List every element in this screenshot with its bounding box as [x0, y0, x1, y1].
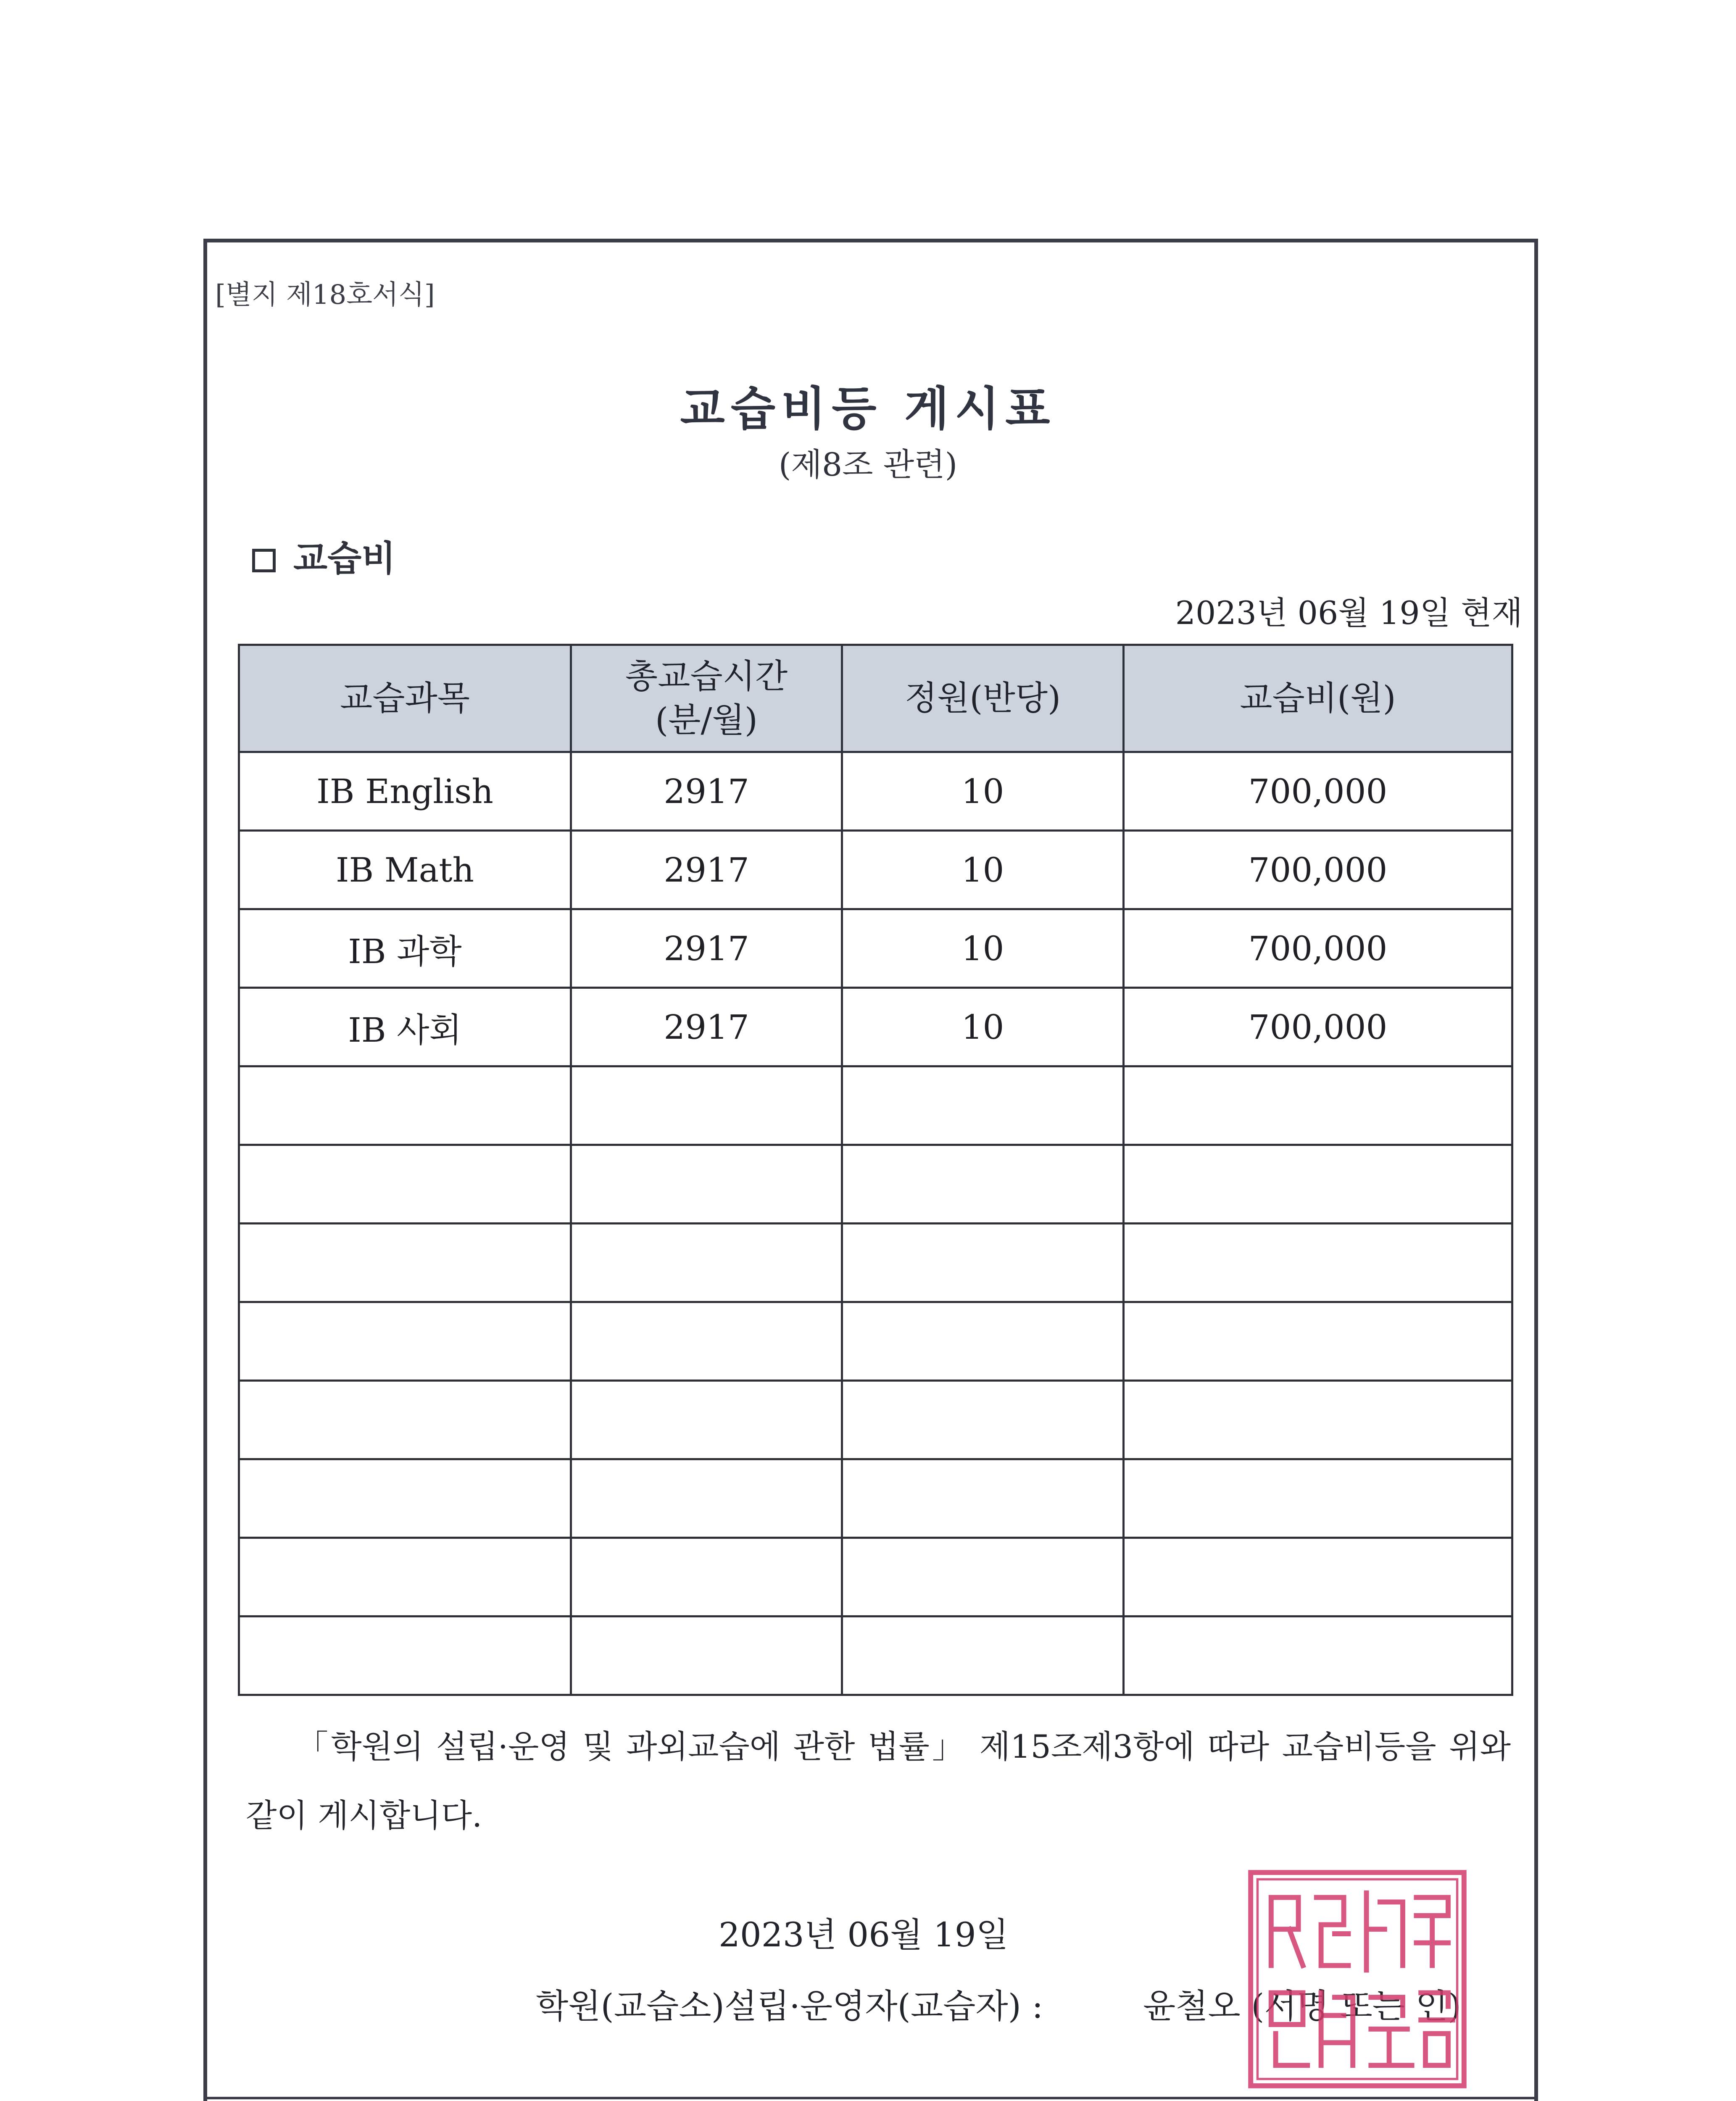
header-fee: 교습비(원)	[1124, 645, 1512, 752]
cell-subject: IB English	[239, 752, 571, 831]
cell-capacity: 10	[842, 831, 1124, 909]
cell-subject	[239, 1145, 571, 1224]
cell-total-hours: 2917	[571, 831, 842, 909]
header-total-hours: 총교습시간 (분/월)	[571, 645, 842, 752]
table-row	[239, 1224, 1512, 1302]
cell-subject	[239, 1224, 571, 1302]
signature-date: 2023년 06월 19일	[719, 1915, 1009, 1954]
header-subject: 교습과목	[239, 645, 571, 752]
cell-capacity	[842, 1066, 1124, 1145]
header-capacity: 정원(반당)	[842, 645, 1124, 752]
cell-subject	[239, 1617, 571, 1695]
cell-capacity	[842, 1381, 1124, 1459]
cell-subject	[239, 1459, 571, 1538]
cell-capacity: 10	[842, 752, 1124, 831]
table-header-row	[239, 645, 1512, 752]
cell-subject: IB 사회	[239, 988, 571, 1066]
cell-total-hours: 2917	[571, 909, 842, 988]
cell-capacity: 10	[842, 988, 1124, 1066]
notes-divider	[203, 2097, 1538, 2099]
cell-fee	[1124, 1381, 1512, 1459]
fee-table	[238, 644, 1513, 1696]
cell-fee: 700,000	[1124, 988, 1512, 1066]
cell-total-hours	[571, 1381, 842, 1459]
table-row	[239, 1066, 1512, 1145]
cell-capacity	[842, 1145, 1124, 1224]
table-row	[239, 1538, 1512, 1617]
checkbox-icon	[252, 549, 276, 572]
table-row	[239, 1459, 1512, 1538]
cell-total-hours	[571, 1145, 842, 1224]
cell-fee	[1124, 1224, 1512, 1302]
cell-fee: 700,000	[1124, 752, 1512, 831]
cell-capacity	[842, 1538, 1124, 1617]
seal-stamp	[1244, 1866, 1471, 2093]
table-row	[239, 1381, 1512, 1459]
cell-total-hours	[571, 1302, 842, 1381]
cell-fee	[1124, 1459, 1512, 1538]
form-number: [별지 제18호서식]	[215, 279, 435, 311]
page-title: 교습비등 게시표	[680, 382, 1056, 436]
cell-capacity	[842, 1302, 1124, 1381]
table-row	[239, 752, 1512, 831]
cell-fee: 700,000	[1124, 831, 1512, 909]
cell-subject: IB Math	[239, 831, 571, 909]
cell-fee: 700,000	[1124, 909, 1512, 988]
cell-capacity	[842, 1224, 1124, 1302]
section-heading	[252, 530, 395, 581]
cell-capacity	[842, 1459, 1124, 1538]
cell-total-hours	[571, 1224, 842, 1302]
cell-subject	[239, 1538, 571, 1617]
cell-fee	[1124, 1145, 1512, 1224]
cell-capacity	[842, 1617, 1124, 1695]
cell-subject	[239, 1066, 571, 1145]
table-row	[239, 1617, 1512, 1695]
as-of-date: 2023년 06월 19일 현재	[1175, 594, 1523, 632]
cell-total-hours: 2917	[571, 988, 842, 1066]
page-subtitle: (제8조 관련)	[778, 446, 958, 483]
cell-fee	[1124, 1617, 1512, 1695]
cell-subject: IB 과학	[239, 909, 571, 988]
cell-total-hours	[571, 1066, 842, 1145]
table-row	[239, 1302, 1512, 1381]
cell-fee	[1124, 1066, 1512, 1145]
cell-total-hours	[571, 1617, 842, 1695]
signer-name: 윤철오 (서명 또는 인)	[1143, 1987, 1461, 2026]
notice-text: 「학원의 설립·운영 및 과외교습에 관한 법률」 제15조제3항에 따라 교습비등을 위와 같이 게시합니다.	[246, 1728, 1511, 1834]
table-row	[239, 988, 1512, 1066]
cell-subject	[239, 1381, 571, 1459]
cell-fee	[1124, 1538, 1512, 1617]
table-row	[239, 909, 1512, 988]
section-label: 교습비	[293, 538, 396, 579]
cell-total-hours	[571, 1538, 842, 1617]
table-row	[239, 831, 1512, 909]
cell-capacity: 10	[842, 909, 1124, 988]
cell-total-hours: 2917	[571, 752, 842, 831]
cell-fee	[1124, 1302, 1512, 1381]
signer-label: 학원(교습소)설립·운영자(교습자) :	[536, 1987, 1043, 2026]
cell-total-hours	[571, 1459, 842, 1538]
table-row	[239, 1145, 1512, 1224]
cell-subject	[239, 1302, 571, 1381]
